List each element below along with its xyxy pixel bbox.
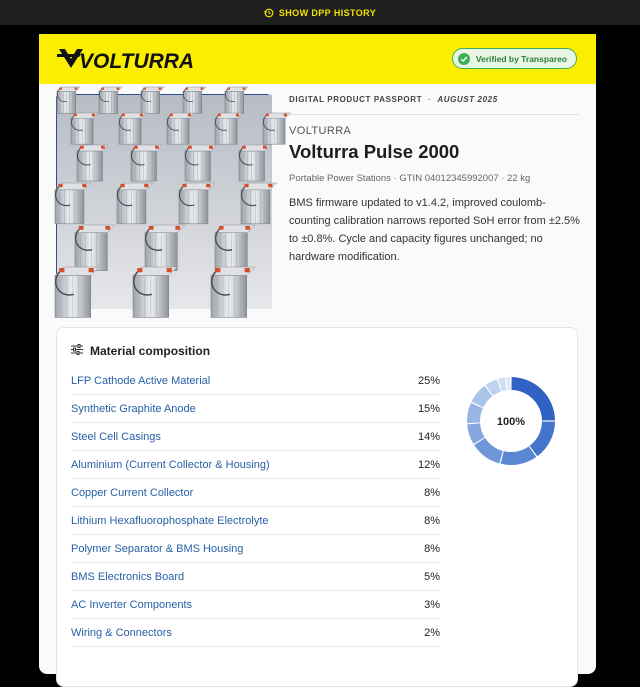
material-row xyxy=(71,451,440,479)
check-circle-icon xyxy=(458,53,470,65)
material-link[interactable]: Steel Cell Casings xyxy=(71,430,161,443)
material-percent: 3% xyxy=(424,598,440,611)
material-percent: 25% xyxy=(417,374,440,387)
verified-badge[interactable] xyxy=(452,48,577,69)
material-link[interactable]: Copper Current Collector xyxy=(71,486,194,499)
donut-segment xyxy=(501,446,537,465)
product-description: BMS firmware updated to v1.4.2, improved coulomb-counting calibration narrows reported SoH error from ±2.5% to ±0.8%. Cycle and capacity figures unchanged; no hardware modification. xyxy=(289,197,580,263)
material-percent: 14% xyxy=(417,430,440,443)
material-row xyxy=(71,619,440,647)
material-percent: 8% xyxy=(424,542,440,555)
material-row xyxy=(71,507,440,535)
verified-label: Verified by Transpareo xyxy=(475,53,567,64)
passport-date: AUGUST 2025 xyxy=(437,95,498,104)
show-dpp-history-button[interactable] xyxy=(0,0,640,25)
material-row xyxy=(71,395,440,423)
sliders-icon xyxy=(71,344,83,358)
brand-name: VOLTURRA xyxy=(289,125,352,137)
material-row xyxy=(71,423,440,451)
volturra-logo xyxy=(57,46,195,73)
composition-donut-chart xyxy=(463,373,559,469)
passport-card xyxy=(39,34,596,674)
material-link[interactable]: Aluminium (Current Collector & Housing) xyxy=(71,458,270,471)
material-row xyxy=(71,591,440,619)
material-link[interactable]: Synthetic Graphite Anode xyxy=(71,402,196,415)
logo-text: VOLTURRA xyxy=(79,50,195,73)
passport-header xyxy=(289,95,579,115)
material-composition-title: Material composition xyxy=(90,344,211,358)
material-composition-panel xyxy=(56,327,578,687)
material-row xyxy=(71,367,440,395)
product-title: Volturra Pulse 2000 xyxy=(289,141,460,162)
material-link[interactable]: Lithium Hexafluorophosphate Electrolyte xyxy=(71,514,269,527)
donut-segment xyxy=(474,438,503,463)
material-link[interactable]: Wiring & Connectors xyxy=(71,626,172,639)
material-link[interactable]: AC Inverter Components xyxy=(71,598,193,611)
show-dpp-history-label: SHOW DPP HISTORY xyxy=(278,7,377,18)
product-image xyxy=(56,94,271,308)
material-percent: 12% xyxy=(417,458,440,471)
donut-segment xyxy=(530,421,555,456)
material-link[interactable]: LFP Cathode Active Material xyxy=(71,374,211,387)
passport-kicker: DIGITAL PRODUCT PASSPORT xyxy=(289,95,423,104)
donut-segment xyxy=(511,377,555,421)
product-meta: Portable Power Stations · GTIN 04012345992007 · 22 kg xyxy=(289,173,531,184)
material-percent: 8% xyxy=(424,486,440,499)
material-list xyxy=(71,367,440,647)
material-link[interactable]: Polymer Separator & BMS Housing xyxy=(71,542,244,555)
material-row xyxy=(71,479,440,507)
material-percent: 15% xyxy=(417,402,440,415)
material-row xyxy=(71,535,440,563)
material-row xyxy=(71,563,440,591)
header-separator: · xyxy=(428,95,432,104)
material-link[interactable]: BMS Electronics Board xyxy=(71,570,185,583)
history-icon xyxy=(264,8,274,18)
donut-total-label: 100% xyxy=(496,416,526,428)
battery-cell xyxy=(263,113,290,144)
brand-bar xyxy=(39,34,596,84)
battery-cells-image xyxy=(57,95,272,309)
material-composition-header xyxy=(71,344,210,358)
donut-segment xyxy=(506,377,510,390)
material-percent: 8% xyxy=(424,514,440,527)
material-percent: 5% xyxy=(424,570,440,583)
material-percent: 2% xyxy=(424,626,440,639)
